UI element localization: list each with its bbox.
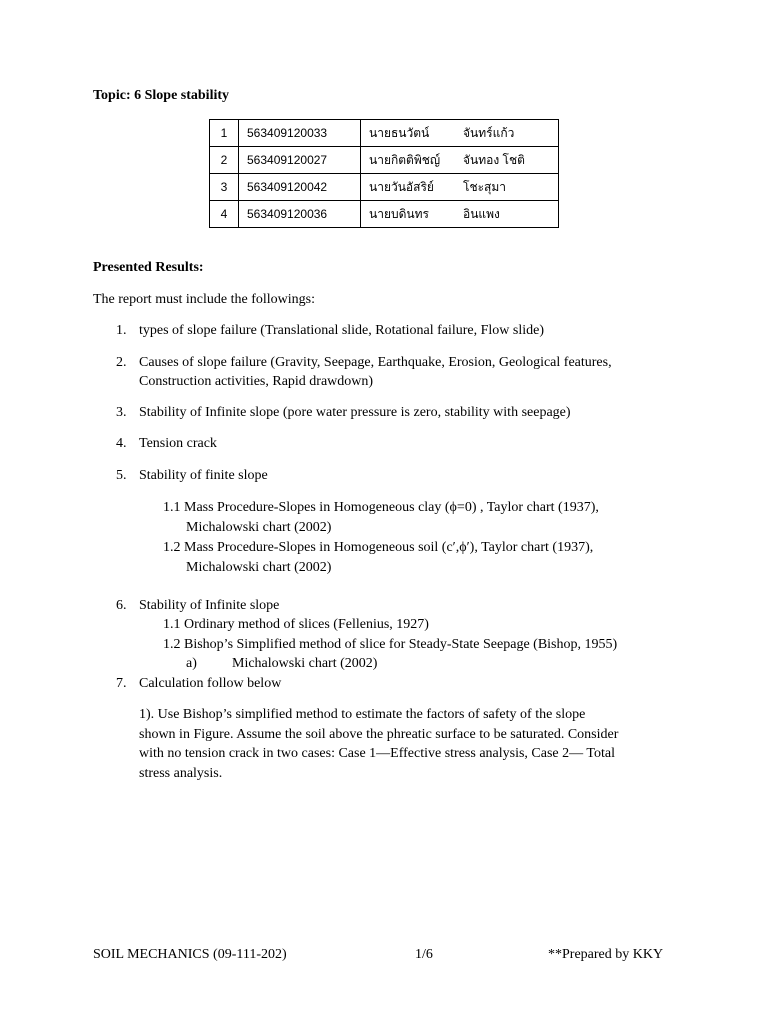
list-item: types of slope failure (Translational slide, Rotational failure, Flow slide) xyxy=(139,323,545,338)
footer-course: SOIL MECHANICS (09-111-202) xyxy=(93,947,287,962)
calc-paragraph-line: shown in Figure. Assume the soil above the phreatic surface to be saturated. Consider xyxy=(139,727,619,742)
sub-sub-label: a) xyxy=(186,656,197,671)
member-no: 4 xyxy=(210,201,239,228)
member-surname: จันทอง โชติ xyxy=(455,147,559,174)
member-no: 1 xyxy=(210,120,239,147)
footer-prepared-by: **Prepared by KKY xyxy=(548,947,664,962)
intro-text: The report must include the followings: xyxy=(93,292,316,307)
sub-item-continuation: Michalowski chart (2002) xyxy=(186,520,332,535)
member-name: นายกิตติพิชญ์ xyxy=(361,147,456,174)
list-item: Stability of finite slope xyxy=(139,468,268,483)
list-item: Calculation follow below xyxy=(139,676,282,691)
members-table xyxy=(209,119,559,228)
member-name: นายธนวัตน์ xyxy=(361,120,456,147)
member-surname: อินแพง xyxy=(455,201,559,228)
list-number: 7. xyxy=(116,676,127,691)
calc-paragraph-line: stress analysis. xyxy=(139,766,223,781)
list-item: Stability of Infinite slope (pore water pressure is zero, stability with seepage) xyxy=(139,405,571,420)
sub-item: 1.1 Mass Procedure-Slopes in Homogeneous clay (ϕ=0) , Taylor chart (1937), xyxy=(163,500,599,515)
list-item: Causes of slope failure (Gravity, Seepage, Earthquake, Erosion, Geological features, xyxy=(139,355,612,370)
topic-title: Topic: 6 Slope stability xyxy=(93,88,230,103)
list-number: 6. xyxy=(116,598,127,613)
table-row xyxy=(210,174,559,201)
table-row xyxy=(210,147,559,174)
member-surname: จันทร์แก้ว xyxy=(455,120,559,147)
member-name: นายวันอัสริย์ xyxy=(361,174,456,201)
list-number: 2. xyxy=(116,355,127,370)
list-number: 1. xyxy=(116,323,127,338)
sub-item: 1.1 Ordinary method of slices (Fellenius, 1927) xyxy=(163,617,429,632)
member-id: 563409120042 xyxy=(239,174,361,201)
member-id: 563409120033 xyxy=(239,120,361,147)
list-item: Stability of Infinite slope xyxy=(139,598,280,613)
list-number: 5. xyxy=(116,468,127,483)
sub-item: 1.2 Mass Procedure-Slopes in Homogeneous soil (c′,ϕ′), Taylor chart (1937), xyxy=(163,540,594,555)
list-number: 3. xyxy=(116,405,127,420)
calc-paragraph-line: 1). Use Bishop’s simplified method to estimate the factors of safety of the slope xyxy=(139,707,586,722)
calc-paragraph-line: with no tension crack in two cases: Case 1—Effective stress analysis, Case 2— Total xyxy=(139,746,615,761)
table-row xyxy=(210,120,559,147)
sub-item-continuation: Michalowski chart (2002) xyxy=(186,560,332,575)
member-name: นายบดินทร xyxy=(361,201,456,228)
footer-page-number: 1/6 xyxy=(415,947,433,962)
table-row xyxy=(210,201,559,228)
member-id: 563409120027 xyxy=(239,147,361,174)
member-no: 2 xyxy=(210,147,239,174)
list-number: 4. xyxy=(116,436,127,451)
member-no: 3 xyxy=(210,174,239,201)
member-surname: โชะสุมา xyxy=(455,174,559,201)
list-item-continuation: Construction activities, Rapid drawdown) xyxy=(139,374,374,389)
sub-item: 1.2 Bishop’s Simplified method of slice for Steady-State Seepage (Bishop, 1955) xyxy=(163,637,618,652)
sub-sub-item: Michalowski chart (2002) xyxy=(232,656,378,671)
list-item: Tension crack xyxy=(139,436,217,451)
member-id: 563409120036 xyxy=(239,201,361,228)
presented-results-heading: Presented Results: xyxy=(93,260,204,275)
